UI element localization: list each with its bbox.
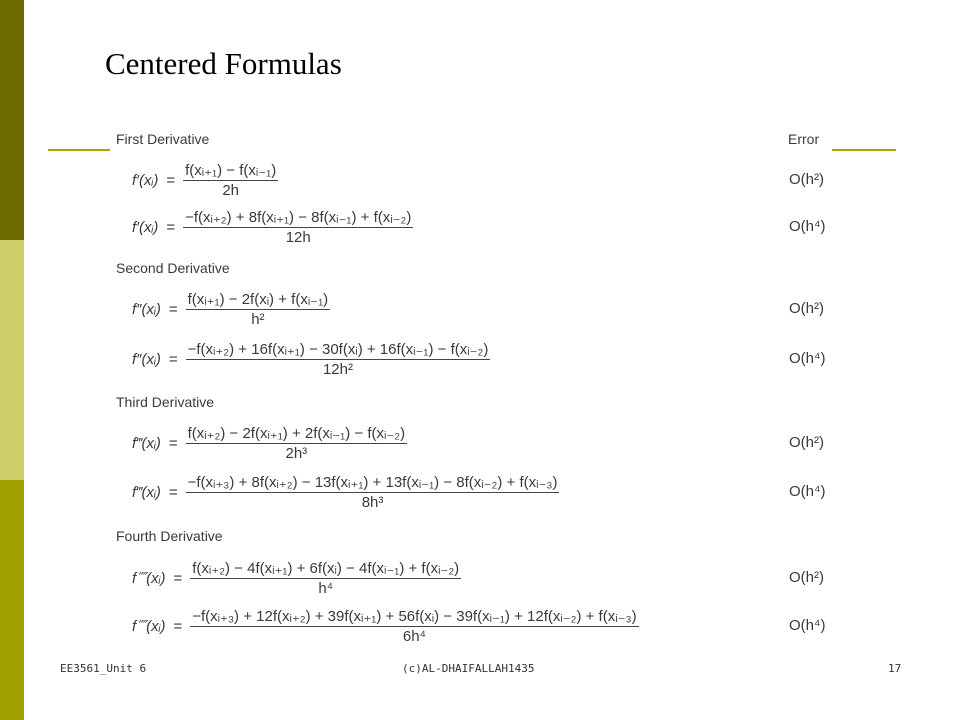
accent-bar-middle <box>0 240 24 480</box>
footer-page-number: 17 <box>888 662 902 675</box>
formula-lhs: f′(xᵢ) <box>132 171 159 189</box>
formula-error: O(h⁴) <box>789 218 826 235</box>
formula-denominator: h⁴ <box>318 580 334 597</box>
formula-row: f′(xᵢ) = $\frac{\text{−f(xᵢ₊₂) + 8f(xᵢ₊₁) − 8f(xᵢ₋₁) + f(xᵢ₋₂)}}{12h}$ <box>132 209 412 246</box>
formula-row: f⁗(xᵢ) = −f(xᵢ₊₃) + 12f(xᵢ₊₂) + 39f(xᵢ₊₁) + 56f(xᵢ) − 39f(xᵢ₋₁) + 12f(xᵢ₋₂) + f(xᵢ₋₃) 6h⁴ <box>132 608 637 645</box>
error-column-header: Error <box>788 131 820 147</box>
accent-bar-top <box>0 0 24 240</box>
formula-error: O(h²) <box>789 171 824 188</box>
footer-course: EE3561_Unit 6 <box>60 662 147 675</box>
formula-numerator: −f(xᵢ₊₃) + 8f(xᵢ₊₂) − 13f(xᵢ₊₁) + 13f(xᵢ₋₁) − 8f(xᵢ₋₂) + f(xᵢ₋₃) <box>187 474 558 491</box>
formula-lhs: f⁗(xᵢ) <box>132 618 166 635</box>
rule-right <box>832 149 896 151</box>
formula-row: f‴(xᵢ) = $\frac{\text{f(xᵢ₊₂) − 2f(xᵢ₊₁) + 2f(xᵢ₋₁) − f(xᵢ₋₂)}}{\text{2h³}}$ <box>132 425 406 462</box>
formula-numerator: f(xᵢ₊₂) − 4f(xᵢ₊₁) + 6f(xᵢ) − 4f(xᵢ₋₁) + f(xᵢ₋₂) <box>192 560 460 577</box>
section-heading: Third Derivative <box>116 394 215 410</box>
formula-denominator: 12h <box>285 229 311 246</box>
formula-numerator: −f(xᵢ₊₂) + 8f(xᵢ₊₁) − 8f(xᵢ₋₁) + f(xᵢ₋₂) <box>185 209 412 226</box>
formula-denominator: 12h² <box>322 361 353 378</box>
formula-error: O(h⁴) <box>789 350 826 367</box>
formula-error: O(h⁴) <box>789 483 826 500</box>
section-heading: First Derivative <box>116 131 210 147</box>
formula-error: O(h⁴) <box>789 617 826 634</box>
formula-lhs: f⁗(xᵢ) <box>132 570 166 587</box>
rule-left <box>48 149 110 151</box>
formula-row: f″(xᵢ) = $\frac{\text{−f(xᵢ₊₂) + 16f(xᵢ₊₁) − 30f(xᵢ) + 16f(xᵢ₋₁) − f(xᵢ₋₂)}}{\text{12h²}}$ <box>132 341 489 378</box>
formula-numerator: f(xᵢ₊₁) − 2f(xᵢ) + f(xᵢ₋₁) <box>187 291 329 308</box>
formula-row: f′(xᵢ) = $\frac{\text{f(xᵢ₊₁) − f(xᵢ₋₁)}}{2h}$ <box>132 162 277 199</box>
formula-denominator: 2h <box>222 182 239 199</box>
formula-lhs: f‴(xᵢ) <box>132 434 161 452</box>
formula-lhs: f″(xᵢ) <box>132 350 161 368</box>
accent-bar-bottom <box>0 480 24 720</box>
formula-numerator: −f(xᵢ₊₂) + 16f(xᵢ₊₁) − 30f(xᵢ) + 16f(xᵢ₋₁) − f(xᵢ₋₂) <box>187 341 489 358</box>
formula-numerator: f(xᵢ₊₂) − 2f(xᵢ₊₁) + 2f(xᵢ₋₁) − f(xᵢ₋₂) <box>187 425 406 442</box>
formula-row: f″(xᵢ) = $\frac{\text{f(xᵢ₊₁) − 2f(xᵢ) + f(xᵢ₋₁)}}{\text{h²}}$ <box>132 291 329 328</box>
formula-denominator: 6h⁴ <box>402 628 426 645</box>
formula-denominator: h² <box>251 311 265 328</box>
formula-row: f‴(xᵢ) = −f(xᵢ₊₃) + 8f(xᵢ₊₂) − 13f(xᵢ₊₁) + 13f(xᵢ₋₁) − 8f(xᵢ₋₂) + f(xᵢ₋₃) 8h³ <box>132 474 558 511</box>
section-heading: Fourth Derivative <box>116 528 223 544</box>
formula-error: O(h²) <box>789 569 824 586</box>
formula-error: O(h²) <box>789 434 824 451</box>
formula-denominator: 8h³ <box>361 494 384 511</box>
formula-lhs: f″(xᵢ) <box>132 300 161 318</box>
footer-copyright: (c)AL-DHAIFALLAH1435 <box>402 662 535 675</box>
formula-numerator: f(xᵢ₊₁) − f(xᵢ₋₁) <box>185 162 277 179</box>
formula-numerator: −f(xᵢ₊₃) + 12f(xᵢ₊₂) + 39f(xᵢ₊₁) + 56f(xᵢ) − 39f(xᵢ₋₁) + 12f(xᵢ₋₂) + f(xᵢ₋₃) <box>192 608 637 625</box>
formula-error: O(h²) <box>789 300 824 317</box>
formula-lhs: f‴(xᵢ) <box>132 483 161 501</box>
formula-denominator: 2h³ <box>285 445 308 462</box>
slide-title: Centered Formulas <box>105 46 342 81</box>
formula-lhs: f′(xᵢ) <box>132 218 159 236</box>
section-heading: Second Derivative <box>116 260 230 276</box>
formula-row: f⁗(xᵢ) = $\frac{\text{f(xᵢ₊₂) − 4f(xᵢ₊₁) + 6f(xᵢ) − 4f(xᵢ₋₁) + f(xᵢ₋₂)}}{\text{h⁴}}$ <box>132 560 460 597</box>
